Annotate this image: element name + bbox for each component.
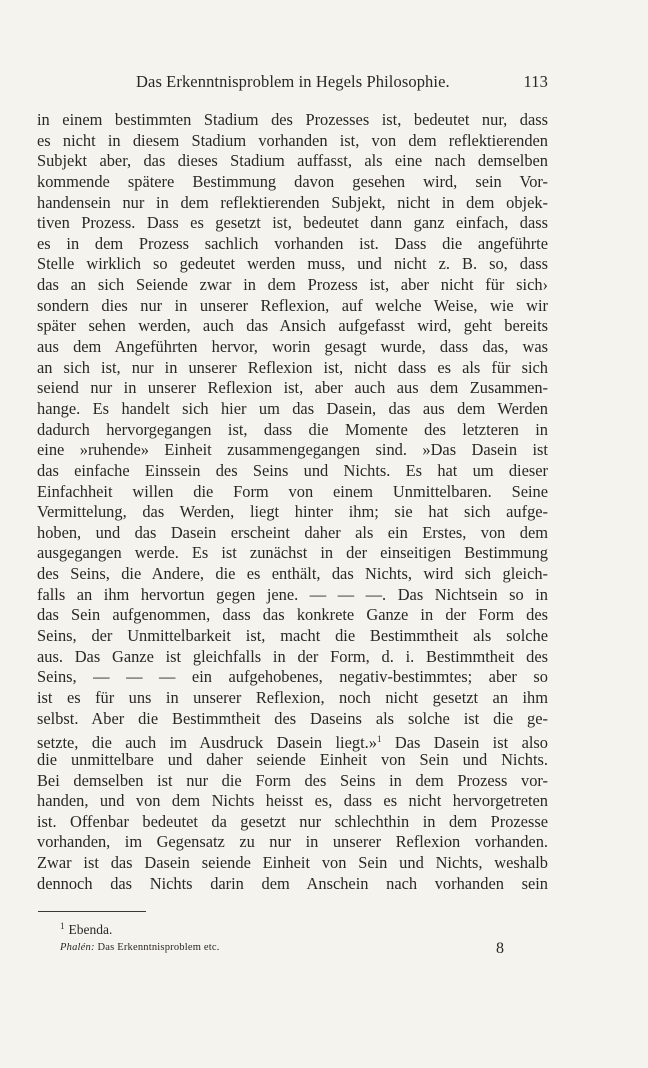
text-line: handen, und von dem Nichts heisst es, dass es nicht hervorgetreten [37,791,548,811]
footnote-divider [38,911,146,912]
printer-signature [60,942,220,953]
footnote [60,917,112,939]
text-line: seiend nur in unserer Reflexion ist, aber auch aus dem Zusammen- [37,378,548,398]
text-line: Einfachheit willen die Form von einem Unmittelbaren. Seine [37,481,548,501]
text-line: falls an ihm hervortun gegen jene. — — —. Das Nichtsein so in [37,584,548,604]
text-line: Vermittelung, das Werden, liegt hinter ihm; sie hat sich aufge- [37,502,548,522]
text-line: selbst. Aber die Bestimmtheit des Daseins als solche ist die ge- [37,708,548,728]
text-line: dennoch das Nichts darin dem Anschein nach vorhanden sein [37,873,548,893]
text-line: aus dem Angeführten hervor, worin gesagt wurde, dass das, was [37,337,548,357]
text-line: die unmittelbare und daher seiende Einheit von Sein und Nichts. [37,749,548,769]
text-line: Seins, der Unmittelbarkeit ist, macht die Bestimmtheit als solche [37,626,548,646]
text-line: aus. Das Ganze ist gleichfalls in der Form, d. i. Bestimmtheit des [37,646,548,666]
text-line: hoben, und das Dasein erscheint daher als ein Erstes, von dem [37,522,548,542]
signature-title: Das Erkenntnisproblem etc. [97,942,220,953]
body-text [37,110,548,894]
page-number: 113 [523,72,548,91]
text-line: in einem bestimmten Stadium des Prozesses ist, bedeutet nur, dass [37,110,548,129]
text-line-head: setzte, die auch im Ausdruck Dasein liegt.» [37,733,377,753]
text-line-tail: Das Dasein ist also [381,733,548,753]
text-line: Zwar ist das Dasein seiende Einheit von Sein und Nichts, weshalb [37,853,548,873]
sheet-mark: 8 [496,940,504,957]
text-line: sondern dies nur in unserer Reflexion, auf welche Weise, wie wir [37,295,548,315]
text-line: Subjekt aber, das dieses Stadium auffasst, als eine nach demselben [37,151,548,171]
running-title: Das Erkenntnisproblem in Hegels Philosophie. [136,72,450,91]
text-line-with-footnote-ref [37,729,548,753]
text-line: hange. Es handelt sich hier um das Dasein, das aus dem Werden [37,398,548,418]
text-line: handensein nur in dem reflektierenden Subjekt, nicht in dem objek- [37,192,548,212]
text-line: eine »ruhende» Einheit zusammengegangen sind. »Das Dasein ist [37,440,548,460]
text-line: Seins, — — — ein aufgehobenes, negativ-bestimmtes; aber so [37,667,548,687]
text-line: Bei demselben ist nur die Form des Seins in dem Prozess vor- [37,770,548,790]
text-line: des Seins, die Andere, die es enthält, das Nichts, wird sich gleich- [37,564,548,584]
text-line: das einfache Einssein des Seins und Nichts. Es hat um dieser [37,460,548,480]
text-line: ausgegangen werde. Es ist zunächst in der einseitigen Bestimmung [37,543,548,563]
text-line: es in dem Prozess sachlich vorhanden ist. Dass die angeführte [37,233,548,253]
text-line: später sehen werden, auch das Ansich aufgefasst wird, geht bereits [37,316,548,336]
signature-author: Phalén: [60,942,95,953]
text-line: ist es für uns in unserer Reflexion, noch nicht gesetzt an ihm [37,687,548,707]
text-line: das an sich Seiende zwar in dem Prozess ist, aber nicht für sich› [37,275,548,295]
footnote-marker: 1 [60,921,65,931]
text-line: vorhanden, im Gegensatz zu nur in unserer Reflexion vorhanden. [37,832,548,852]
footnote-reference: 1 [376,734,382,745]
text-line: Stelle wirklich so gedeutet werden muss, und nicht z. B. so, dass [37,254,548,274]
text-line: dadurch hervorgegangen ist, dass die Momente des letzteren in [37,419,548,439]
text-line: ist. Offenbar bedeutet da gesetzt nur schlechthin in dem Prozesse [37,811,548,831]
text-line: tiven Prozess. Dass es gesetzt ist, bedeutet dann ganz einfach, dass [37,213,548,233]
text-line: an sich ist, nur in unserer Reflexion ist, nicht dass es als für sich [37,357,548,377]
text-line: das Sein aufgenommen, dass das konkrete Ganze in der Form des [37,605,548,625]
footnote-text: Ebenda. [68,922,113,937]
text-line: kommende spätere Bestimmung davon gesehen wird, sein Vor- [37,171,548,191]
running-header [38,72,548,96]
text-line: es nicht in diesem Stadium vorhanden ist, von dem reflektierenden [37,130,548,150]
